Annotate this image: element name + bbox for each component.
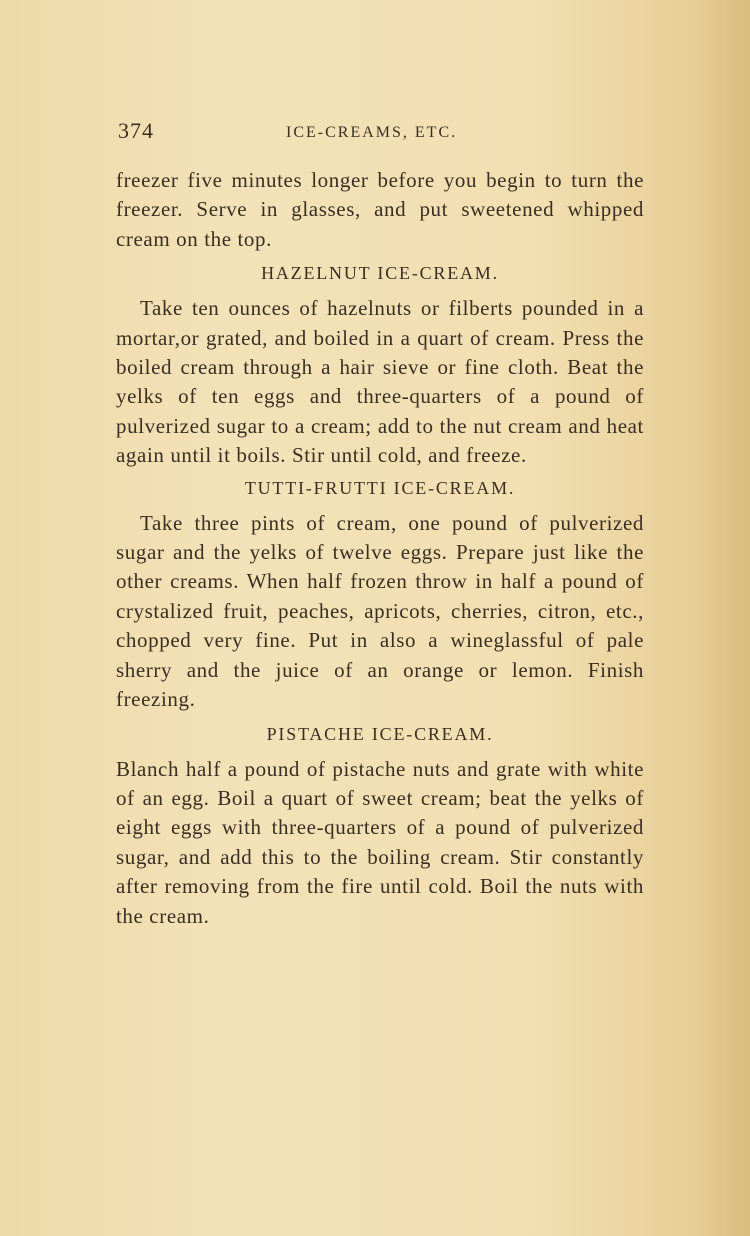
- page-header: [118, 118, 648, 148]
- running-head: ICE-CREAMS, ETC.: [286, 124, 458, 141]
- section-title-tutti-frutti: TUTTI-FRUTTI ICE-CREAM.: [244, 477, 516, 498]
- section-title-hazelnut: HAZELNUT ICE-CREAM.: [261, 263, 499, 284]
- section-text-tutti-frutti: Take three pints of cream, one pound of pulverized sugar and the yelks of twelve eggs. Prepare just like the other creams. When half frozen throw in half a pound of crystalized fruit, peaches, apricots, cherries, citron, etc., chopped very fine. Put in also a wineglassful of pale sherry and the juice of an orange or lemon. Finish freezing.: [116, 510, 644, 712]
- section-title-pistache: PISTACHE ICE-CREAM.: [266, 723, 494, 744]
- page-number: 374: [118, 118, 154, 143]
- intro-paragraph: freezer five minutes longer before you begin to turn the freezer. Serve in glasses, and put sweetened whipped cream on the top.: [116, 168, 644, 251]
- section-text-hazelnut: Take ten ounces of hazelnuts or filberts pounded in a mortar,or grated, and boiled in a quart of cream. Press the boiled cream through a hair sieve or fine cloth. Beat the yelks of ten eggs and three-quarters of a pound of pulverized sugar to a cream; add to the nut cream and heat again until it boils. Stir until cold, and freeze.: [116, 296, 644, 468]
- page-body: [116, 166, 644, 931]
- section-text-pistache: Blanch half a pound of pistache nuts and grate with white of an egg. Boil a quart of sweet cream; beat the yelks of eight eggs with three-quarters of a pound of pulverized sugar, and add this to the boiling cream. Stir constantly after removing from the fire until cold. Boil the nuts with the cream.: [116, 756, 644, 928]
